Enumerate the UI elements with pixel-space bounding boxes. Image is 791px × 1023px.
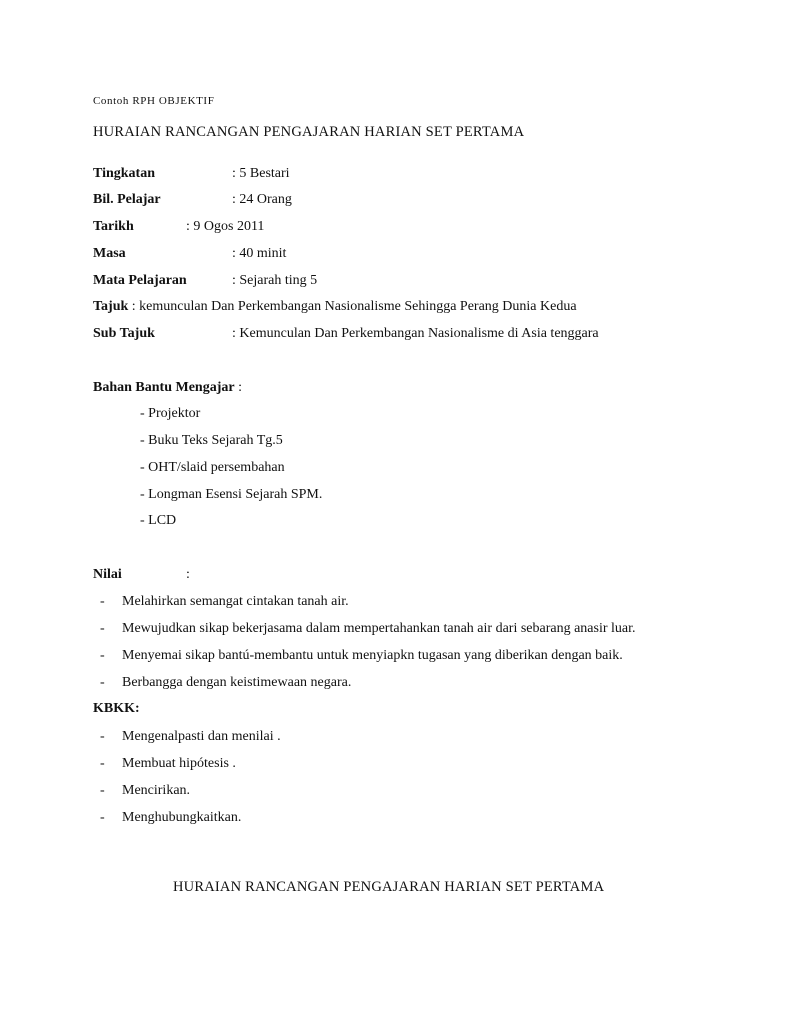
bahan-item: - Longman Esensi Sejarah SPM. (140, 487, 323, 502)
bullet: - (100, 810, 105, 825)
field-tingkatan (93, 166, 155, 182)
bullet: - (100, 621, 105, 636)
kbkk-item: Membuat hipótesis . (122, 756, 236, 771)
field-tarikh (93, 219, 134, 235)
top-label: Contoh RPH OBJEKTIF (93, 95, 215, 107)
bahan-item: - Projektor (140, 406, 201, 421)
field-tajuk (93, 299, 577, 315)
field-mata-pelajaran (93, 273, 187, 289)
bahan-item: - OHT/slaid persembahan (140, 460, 285, 475)
bahan-item: - LCD (140, 513, 177, 528)
bullet: - (100, 756, 105, 771)
footer-title: HURAIAN RANCANGAN PENGAJARAN HARIAN SET PERTAMA (173, 879, 605, 895)
nilai-heading-label: Nilai (93, 567, 122, 582)
kbkk-item: Mengenalpasti dan menilai . (122, 729, 281, 744)
field-value: : 5 Bestari (232, 166, 290, 181)
bullet: - (100, 594, 105, 609)
field-masa (93, 246, 126, 262)
bullet: - (100, 648, 105, 663)
field-label: Tajuk (93, 299, 129, 314)
bahan-heading (93, 380, 242, 396)
field-label: Masa (93, 246, 126, 261)
bahan-item: - Buku Teks Sejarah Tg.5 (140, 433, 283, 448)
nilai-item: Melahirkan semangat cintakan tanah air. (122, 594, 349, 609)
kbkk-item: Menghubungkaitkan. (122, 810, 242, 825)
field-bil-pelajar (93, 192, 161, 208)
bahan-heading-label: Bahan Bantu Mengajar (93, 380, 235, 395)
field-label: Sub Tajuk (93, 326, 155, 341)
bahan-colon: : (234, 380, 242, 395)
kbkk-heading (93, 701, 140, 717)
field-label: Tingkatan (93, 166, 155, 181)
kbkk-heading-label: KBKK: (93, 701, 140, 716)
field-label: Bil. Pelajar (93, 192, 161, 207)
field-value: : 9 Ogos 2011 (186, 219, 265, 234)
field-value: : kemunculan Dan Perkembangan Nasionalisme Sehingga Perang Dunia Kedua (128, 299, 577, 314)
nilai-item: Mewujudkan sikap bekerjasama dalam mempertahankan tanah air dari sebarang anasir luar. (122, 621, 636, 636)
field-label: Mata Pelajaran (93, 273, 187, 288)
bullet: - (100, 675, 105, 690)
field-sub-tajuk (93, 326, 155, 342)
field-value: : Kemunculan Dan Perkembangan Nasionalisme di Asia tenggara (232, 326, 599, 341)
bullet: - (100, 783, 105, 798)
field-value: : 24 Orang (232, 192, 292, 207)
field-label: Tarikh (93, 219, 134, 234)
kbkk-item: Mencirikan. (122, 783, 191, 798)
field-value: : Sejarah ting 5 (232, 273, 318, 288)
nilai-item: Menyemai sikap bantú-membantu untuk menyiapkn tugasan yang diberikan dengan baik. (122, 648, 623, 663)
field-value: : 40 minit (232, 246, 287, 261)
nilai-colon: : (186, 567, 190, 582)
bullet: - (100, 729, 105, 744)
main-title: HURAIAN RANCANGAN PENGAJARAN HARIAN SET PERTAMA (93, 124, 525, 140)
nilai-heading (93, 567, 122, 583)
nilai-item: Berbangga dengan keistimewaan negara. (122, 675, 352, 690)
